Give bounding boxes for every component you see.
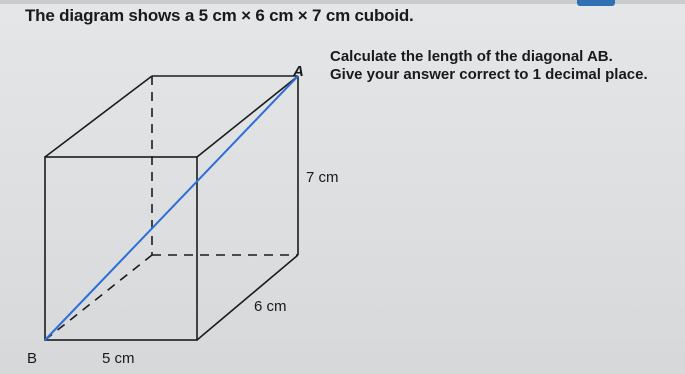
top-right-edge [197,76,298,157]
vertex-b-label: B [27,350,38,367]
top-left-edge [45,76,152,157]
hidden-bottom-left-edge [45,255,152,340]
instruction-line-2: Give your answer correct to 1 decimal place. [330,66,648,83]
height-label: 7 cm [306,169,339,186]
question-heading: The diagram shows a 5 cm × 6 cm × 7 cm cuboid. [25,6,414,25]
width-label: 5 cm [102,350,135,367]
instruction-line-1: Calculate the length of the diagonal AB. [330,48,613,65]
vertex-a-label: A [293,63,304,80]
front-face [45,157,197,340]
depth-label: 6 cm [254,298,287,315]
